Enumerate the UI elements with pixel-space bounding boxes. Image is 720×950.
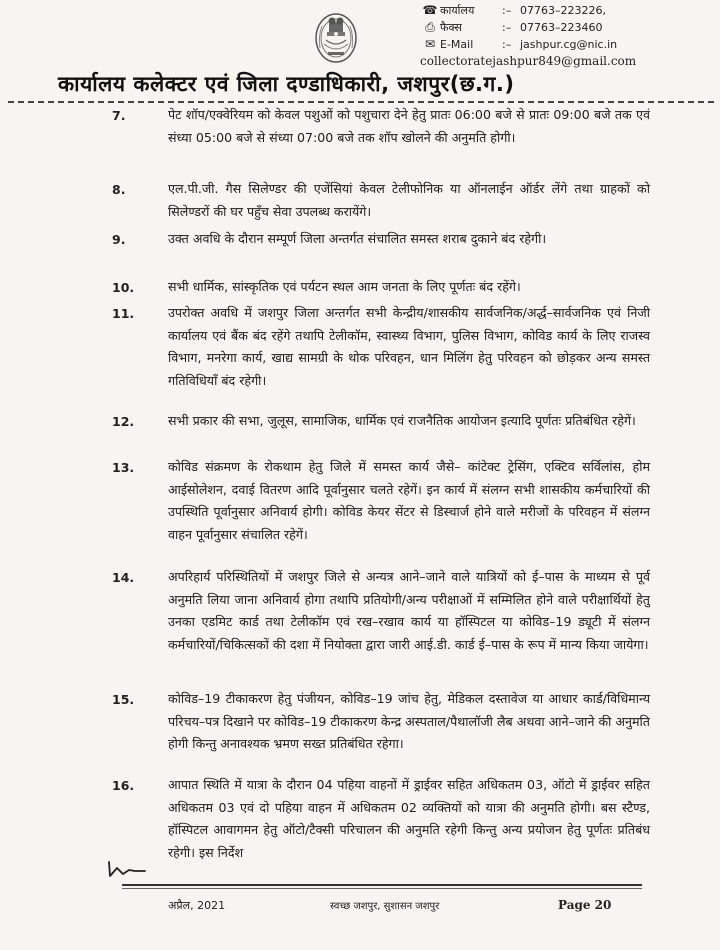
item-number: 13. [112, 460, 135, 475]
item-text: सभी प्रकार की सभा, जुलूस, सामाजिक, धार्मिक एवं राजनैतिक आयोजन इत्यादि पूर्णतः प्रतिबंधित रहेगें। [168, 413, 636, 428]
phone-separator: :– [502, 4, 512, 17]
item-number: 15. [112, 692, 135, 707]
item-number: 9. [112, 232, 126, 247]
envelope-icon: ✉ [424, 37, 436, 51]
item-text: अपरिहार्य परिस्थितियों में जशपुर जिले से अन्यत्र आने–जाने वाले यात्रियों को ई–पास के माध्यम से पूर्व अनुमति लिया जाना अनिवार्य होगा तथापि प्रतियोगी/अन्य परीक्षाओं में सम्मिलित होने वाले परीक्षार्थियों हेतु उनका एडमिट कार्ड तथा टेलीकॉम एवं रख–रखाव कार्य या हॉस्पिटल या कोविड–19 ड्यूटी में संलग्न कर्मचारियों/चिकित्सकों की दशा में नियोक्ता द्वारा जारी आई.डी. कार्ड ई–पास के रूप में मान्य किया जायेगा। [168, 569, 650, 652]
page-number: Page 20 [558, 898, 612, 912]
phone-value: 07763–223226, [520, 4, 606, 17]
email-row [420, 36, 716, 53]
handwritten-initials-icon [105, 858, 153, 880]
email-label: E-Mail [440, 38, 474, 51]
item-number: 7. [112, 108, 126, 123]
email-secondary: collectoratejashpur849@gmail.com [420, 54, 637, 68]
item-text: कोविड संक्रमण के रोकथाम हेतु जिले में समस्त कार्य जैसे– कांटेक्ट ट्रेसिंग, एक्टिव सर्विलांस, होम आईसोलेशन, दवाई वितरण आदि पूर्वानुसार चलते रहेगें। इन कार्य में संलग्न सभी शासकीय कर्मचारियों की उपस्थिति पूर्वानुसार अनिवार्य होगी। कोविड केयर सेंटर से डिस्चार्ज होने वाले मरीजों के परिवहन में संलग्न वाहन पूर्वानुसार संचालित रहेगें। [168, 459, 650, 542]
item-text: एल.पी.जी. गैस सिलेण्डर की एजेंसियां केवल टेलीफोनिक या ऑनलाईन ऑर्डर लेंगे तथा ग्राहकों को सिलेण्डरों की घर पहुँच सेवा उपलब्ध करायेंगे। [168, 181, 650, 219]
item-text: सभी धार्मिक, सांस्कृतिक एवं पर्यटन स्थल आम जनता के लिए पूर्णतः बंद रहेंगे। [168, 279, 521, 294]
email-value: jashpur.cg@nic.in [520, 38, 618, 51]
footer-slogan: स्वच्छ जशपुर, सुशासन जशपुर [330, 901, 440, 912]
phone-label: कार्यालय [440, 4, 475, 17]
contact-block [420, 2, 716, 70]
item-text: आपात स्थिति में यात्रा के दौरान 04 पहिया वाहनों में ड्राईवर सहित अधिकतम 03, ऑटो में ड्राईवर सहित अधिकतम 03 एवं दो पहिया वाहन में अधिकतम 02 व्यक्तियों को यात्रा की अनुमति होगी। बस स्टैण्ड, हॉस्पिटल आवागमन हेतु ऑटो/टैक्सी परिचालन की अनुमति रहेगी किन्तु अन्य प्रयोजन हेतु पूर्णतः प्रतिबंध रहेगी। इस निर्देश [168, 777, 650, 860]
footer-divider-thin [122, 888, 642, 889]
telephone-icon: ☎ [422, 3, 438, 17]
item-number: 8. [112, 182, 126, 197]
phone-row [420, 2, 716, 19]
item-number: 10. [112, 280, 135, 295]
office-title: कार्यालय कलेक्टर एवं जिला दण्डाधिकारी, जशपुर(छ.ग.) [58, 72, 515, 96]
item-number: 12. [112, 414, 135, 429]
fax-value: 07763–223460 [520, 21, 603, 34]
item-number: 16. [112, 778, 135, 793]
item-text: पेट शॉप/एक्वेरियम को केवल पशुओं को पशुचारा देने हेतु प्रातः 06:00 बजे से प्रातः 09:00 बजे तक एवं संध्या 05:00 बजे से संध्या 07:00 बजे तक शॉप खोलने की अनुमति होगी। [168, 107, 650, 145]
state-emblem-icon [312, 8, 360, 70]
fax-icon: ⎙ [425, 20, 435, 34]
item-text: कोविड–19 टीकाकरण हेतु पंजीयन, कोविड–19 जांच हेतु, मेडिकल दस्तावेज या आधार कार्ड/विधिमान्य परिचय–पत्र दिखाने पर कोविड–19 टीकाकरण केन्द्र अस्पताल/पैथालॉजी लैब अथवा आने–जाने की अनुमति होगी किन्तु अनावश्यक भ्रमण सख्त प्रतिबंधित रहेगा। [168, 691, 650, 751]
fax-row [420, 19, 716, 36]
email-separator: :– [502, 38, 512, 51]
item-number: 11. [112, 306, 135, 321]
fax-label: फैक्स [440, 21, 462, 34]
fax-separator: :– [502, 21, 512, 34]
email-secondary-row [420, 53, 716, 70]
item-number: 14. [112, 570, 135, 585]
item-text: उक्त अवधि के दौरान सम्पूर्ण जिला अन्तर्गत संचालित समस्त शराब दुकाने बंद रहेगी। [168, 231, 547, 246]
footer-divider [122, 884, 642, 886]
item-text: उपरोक्त अवधि में जशपुर जिला अन्तर्गत सभी केन्द्रीय/शासकीय सार्वजनिक/अर्द्ध–सार्वजनिक एवं निजी कार्यालय एवं बैंक बंद रहेंगे तथापि टेलीकॉम, स्वास्थ्य विभाग, पुलिस विभाग, कोविड कार्य के लिए राजस्व विभाग, मनरेगा कार्य, खाद्य सामग्री के थोक परिवहन, धान मिलिंग हेतु परिवहन को छोड़कर अन्य समस्त गतिविधियॉं बंद रहेगी। [168, 305, 650, 388]
footer-date: अप्रैल, 2021 [168, 899, 226, 912]
